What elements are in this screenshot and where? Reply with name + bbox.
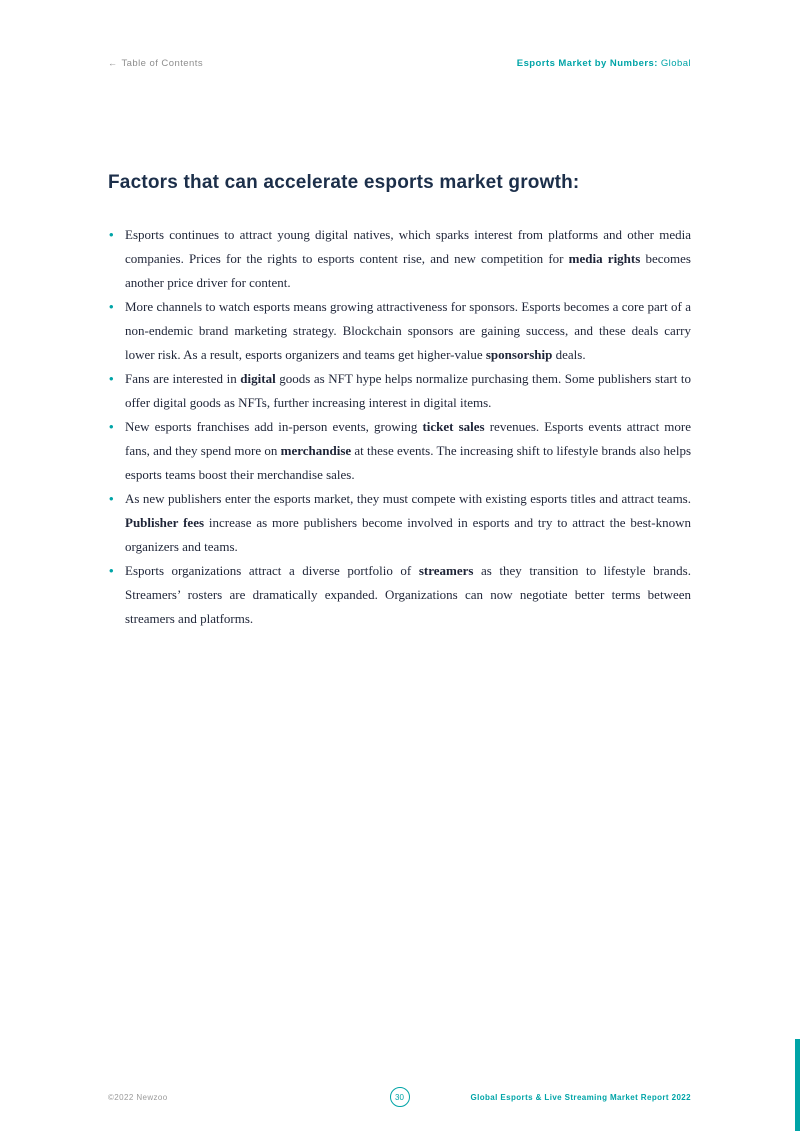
bullet-bold-text: sponsorship [485,347,553,362]
bullet-text: deals. [552,347,586,362]
section-region: Global [660,58,691,69]
toc-link-label: Table of Contents [121,58,204,69]
page-number-badge: 30 [390,1087,410,1107]
bullet-bold-text: merchandise [280,443,352,458]
footer-bar [108,1086,691,1108]
bullet-text: increase as more publishers become involved in esports and try to attract the best-known organizers and teams. [125,515,691,554]
bullet-text: as they transition to lifestyle brands. Streamers’ rosters are dramatically expanded. Organizations can now negotiate better terms between streamers and platforms. [125,563,691,626]
table-of-contents-link[interactable] [108,58,203,69]
bullet-item [108,415,691,487]
back-arrow-icon: ← [108,58,118,68]
bullet-bold-text: ticket sales [422,419,485,434]
report-title: Global Esports & Live Streaming Market Report 2022 [470,1092,691,1102]
bullet-item [108,487,691,559]
bullet-bold-text: streamers [418,563,474,578]
edge-accent-bar [795,1039,800,1131]
bullet-text: More channels to watch esports means growing attractiveness for sponsors. Esports becomes a core part of a non-endemic brand marketing strategy. Blockchain sponsors are gaining success, and these deals carry lower risk. As a result, esports organizers and teams get higher-value [125,299,691,362]
bullet-text: at these events. The increasing shift to lifestyle brands also helps esports teams boost their merchandise sales. [125,443,691,482]
bullet-bold-text: media rights [568,251,641,266]
copyright-text: ©2022 Newzoo [108,1092,168,1102]
section-title: Esports Market by Numbers: [516,58,658,69]
section-label [517,58,691,69]
bullet-text: becomes another price driver for content. [125,251,691,290]
bullet-bold-text: Publisher fees [125,515,205,530]
bullet-text: Esports organizations attract a diverse portfolio of [125,563,419,578]
bullet-text: goods as NFT hype helps normalize purchasing them. Some publishers start to offer digital goods as NFTs, further increasing interest in digital items. [125,371,692,410]
bullet-text: revenues. Esports events attract more fans, and they spend more on [125,419,691,458]
bullet-item [108,367,691,415]
bullet-bold-text: digital [240,371,276,386]
top-bar [108,58,691,69]
bullet-text: As new publishers enter the esports market, they must compete with existing esports titles and attract teams. [125,491,691,506]
bullet-text: New esports franchises add in-person events, growing [125,419,423,434]
bullet-item [108,295,691,367]
page-title: Factors that can accelerate esports market growth: [108,172,580,193]
bullet-text: Fans are interested in [125,371,241,386]
bullet-item [108,559,691,631]
bullet-item [108,223,691,295]
bullet-list [108,223,691,631]
bullet-text: Esports continues to attract young digital natives, which sparks interest from platforms and other media companies. Prices for the rights to esports content rise, and new competition for [125,227,691,266]
